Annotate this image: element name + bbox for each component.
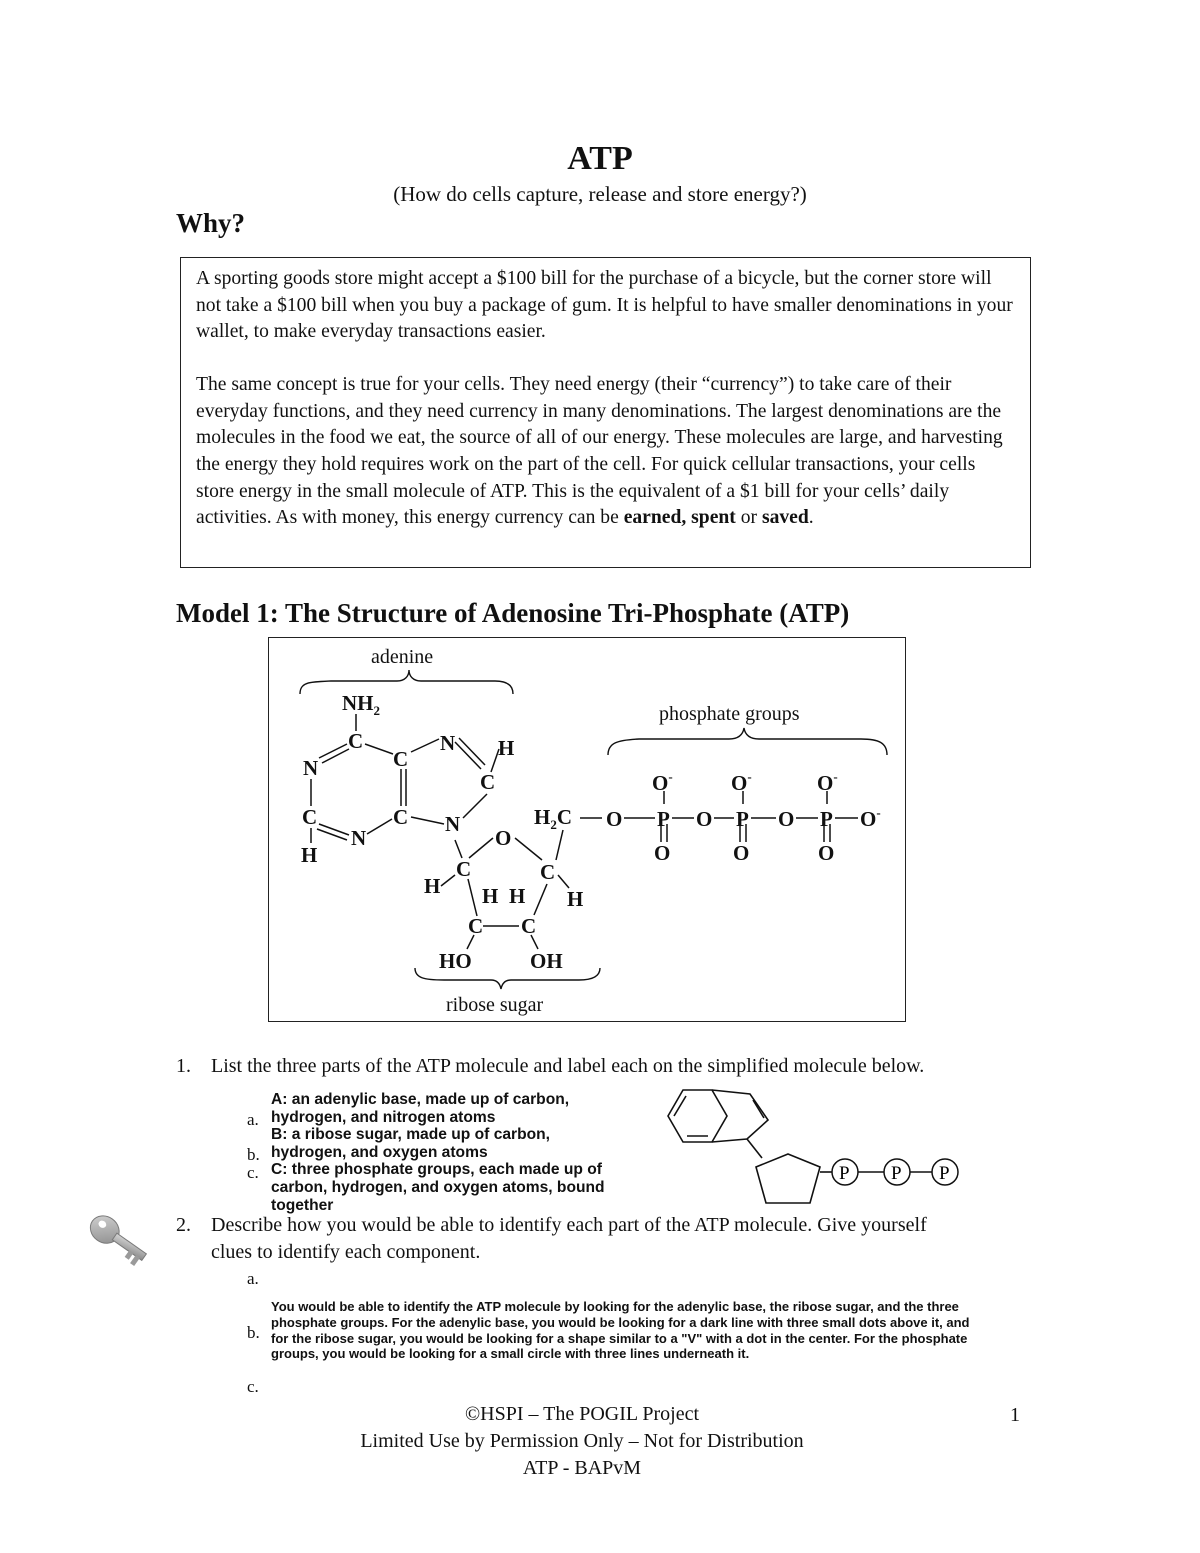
- atom-c-r4: C: [540, 860, 556, 884]
- model-heading: Model 1: The Structure of Adenosine Tri-Phosphate (ATP): [176, 598, 850, 628]
- atom-h2c: $H_2C$: [534, 805, 573, 832]
- phosphate-brace: [608, 728, 887, 755]
- atom-o-minus-2: O-: [731, 769, 752, 795]
- page-title: ATP: [567, 140, 633, 177]
- atom-c-r2: C: [468, 914, 484, 938]
- atom-c-mid: C: [393, 747, 409, 771]
- atom-o-bridge-3: O: [778, 807, 795, 831]
- atom-c-bottom-left: C: [302, 805, 318, 829]
- simplified-atp-molecule: [650, 1082, 970, 1212]
- q2-text: Describe how you would be able to identify each part of the ATP molecule. Give yourself clues to identify each component.: [211, 1214, 927, 1263]
- footer-permission: Limited Use by Permission Only – Not for Distribution: [360, 1430, 804, 1452]
- saved-text: saved: [761, 507, 809, 529]
- atom-o-double-2: O: [733, 841, 750, 865]
- atom-o-bridge-1: O: [606, 807, 623, 831]
- atom-o-bridge-2: O: [696, 807, 713, 831]
- earned-spent-text: earned, spent: [623, 507, 736, 529]
- atom-nh2: $NH_2$: [342, 691, 380, 718]
- atom-h-r2: H: [482, 884, 499, 908]
- atom-o-minus-3: O-: [817, 769, 838, 795]
- atom-n-bottom: N: [351, 826, 367, 850]
- or-text: or: [735, 507, 762, 529]
- atom-o-terminal: O-: [860, 805, 881, 831]
- q2-sub-c: c.: [247, 1377, 259, 1396]
- atp-structure-diagram: [268, 637, 906, 1022]
- atom-p2: P: [736, 807, 749, 831]
- why-paragraph-2-text: The same concept is true for your cells. They need energy (their “currency”) to take care of their everyday functions, and they need currency in many denominations. The largest denominations are the molecules in the food we eat, the source of all of our energy. These molecules are large, and harvesting the energy they hold requires work on the part of the cell. For quick cellular transactions, your cells store energy in the small molecule of ATP. This is the equivalent of a $1 bill for your cells’ daily activities. As with money, this energy currency can be: [196, 374, 1003, 529]
- atom-c-top: C: [348, 729, 364, 753]
- atom-n-left: N: [303, 756, 319, 780]
- atom-ho: HO: [439, 949, 472, 973]
- atom-h-r3: H: [509, 884, 526, 908]
- atom-c-r3: C: [521, 914, 537, 938]
- q1-answer-c: C: three phosphate groups, each made up of carbon, hydrogen, and oxygen atoms, bound together: [271, 1161, 605, 1214]
- label-ribose-sugar: ribose sugar: [446, 994, 544, 1016]
- atom-h-r4: H: [567, 887, 584, 911]
- q1-sub-b: b.: [247, 1145, 260, 1164]
- why-paragraph-2: [196, 372, 1016, 532]
- atom-o-double-1: O: [654, 841, 671, 865]
- atom-p1: P: [657, 807, 670, 831]
- q1-sub-a: a.: [247, 1110, 259, 1129]
- q2-number: 2.: [176, 1214, 191, 1236]
- atom-p3: P: [820, 807, 833, 831]
- why-heading: Why?: [176, 208, 246, 238]
- atom-c-bottom: C: [393, 805, 409, 829]
- label-adenine: adenine: [371, 646, 434, 668]
- q1-answer-b: B: a ribose sugar, made up of carbon, hydrogen, and oxygen atoms: [271, 1126, 551, 1161]
- atom-h-top: H: [498, 736, 515, 760]
- atom-o-double-3: O: [818, 841, 835, 865]
- q2-answer: You would be able to identify the ATP molecule by looking for the adenylic base, the ribose sugar, and the three phosphate groups. For the adenylic base, you would be looking for a dark line with three small dots above it, and for the ribose sugar, you would be looking for a shape similar to a "V" with a dot in the center. For the phosphate groups, you would be looking for a small circle with three lines underneath it.: [271, 1299, 970, 1362]
- footer-code: ATP - BAPvM: [522, 1457, 642, 1479]
- phosphate-p-3: P: [939, 1163, 950, 1184]
- atom-c-r1: C: [456, 857, 472, 881]
- q1-text: List the three parts of the ATP molecule and label each on the simplified molecule below.: [211, 1055, 925, 1077]
- footer-copyright: ©HSPI – The POGIL Project: [464, 1403, 700, 1425]
- atom-c-right: C: [480, 770, 496, 794]
- page-number: 1: [1010, 1404, 1020, 1426]
- adenine-brace: [300, 670, 513, 694]
- q1-sub-c: c.: [247, 1163, 259, 1182]
- end-period: .: [808, 507, 814, 529]
- q1-number: 1.: [176, 1055, 191, 1077]
- atom-oh: OH: [530, 949, 563, 973]
- key-icon: [80, 1213, 152, 1277]
- atom-o-minus-1: O-: [652, 769, 673, 795]
- q1-answer-a: A: an adenylic base, made up of carbon, hydrogen, and nitrogen atoms: [271, 1091, 570, 1126]
- label-phosphate-groups: phosphate groups: [659, 703, 800, 725]
- atom-n-link: N: [445, 812, 461, 836]
- q2-sub-a: a.: [247, 1269, 259, 1288]
- why-box: [180, 257, 1031, 568]
- atom-n-right: N: [440, 731, 456, 755]
- phosphate-p-1: P: [839, 1163, 850, 1184]
- atom-o-ring: O: [495, 826, 512, 850]
- atom-h-r1: H: [424, 874, 441, 898]
- q2-sub-b: b.: [247, 1323, 260, 1342]
- page-subtitle: (How do cells capture, release and store energy?): [393, 182, 807, 206]
- phosphate-p-2: P: [891, 1163, 902, 1184]
- atp-structure-svg: [269, 638, 905, 1021]
- simplified-rings: [668, 1090, 932, 1203]
- why-paragraph-1: A sporting goods store might accept a $100 bill for the purchase of a bicycle, but the corner store will not take a $100 bill when you buy a package of gum. It is helpful to have smaller denominations in your wallet, to make everyday transactions easier.: [196, 268, 1013, 343]
- atom-h-left: H: [301, 843, 318, 867]
